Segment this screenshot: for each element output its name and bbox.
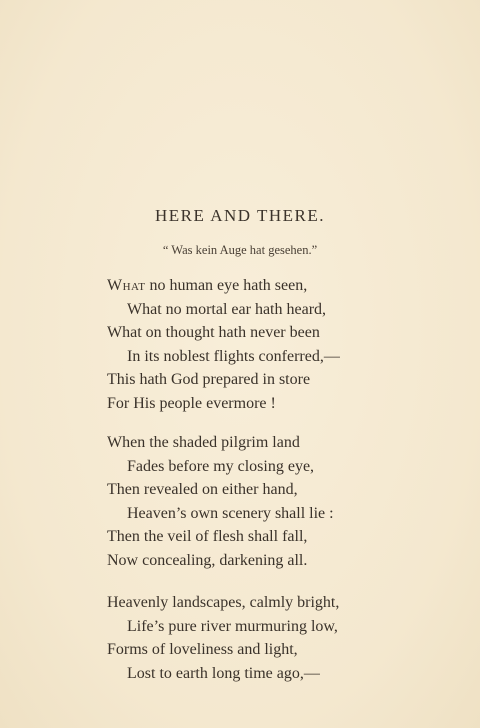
poem-line: In its noblest flights conferred,— bbox=[127, 347, 340, 365]
poem-title: HERE AND THERE. bbox=[155, 206, 325, 225]
stanza-1 bbox=[107, 274, 340, 416]
poem-line: What no human eye hath seen, bbox=[107, 277, 308, 294]
poem-line: What on thought hath never been bbox=[107, 324, 320, 342]
poem-line: Then revealed on either hand, bbox=[107, 481, 298, 499]
poem-line: Forms of loveliness and light, bbox=[107, 641, 298, 659]
poem-line: When the shaded pilgrim land bbox=[107, 434, 300, 451]
stanza-3 bbox=[107, 591, 339, 685]
stanza-2 bbox=[107, 431, 334, 573]
epigraph: “ Was kein Auge hat gesehen.” bbox=[162, 243, 318, 257]
poem-line: Heaven’s own scenery shall lie : bbox=[127, 504, 334, 522]
poem-line: Life’s pure river murmuring low, bbox=[127, 617, 338, 635]
poem-line: Lost to earth long time ago,— bbox=[127, 664, 320, 682]
drop-word: What bbox=[107, 277, 146, 294]
poem-line: This hath God prepared in store bbox=[107, 371, 311, 389]
poem-line: What no mortal ear hath heard, bbox=[127, 300, 327, 318]
poem-line: For His people evermore ! bbox=[107, 394, 276, 412]
poem-line: Then the veil of flesh shall fall, bbox=[107, 528, 308, 546]
poem-line: Fades before my closing eye, bbox=[127, 457, 315, 475]
poem-line: Heavenly landscapes, calmly bright, bbox=[107, 594, 340, 611]
poem-line: Now concealing, darkening all. bbox=[107, 551, 308, 569]
